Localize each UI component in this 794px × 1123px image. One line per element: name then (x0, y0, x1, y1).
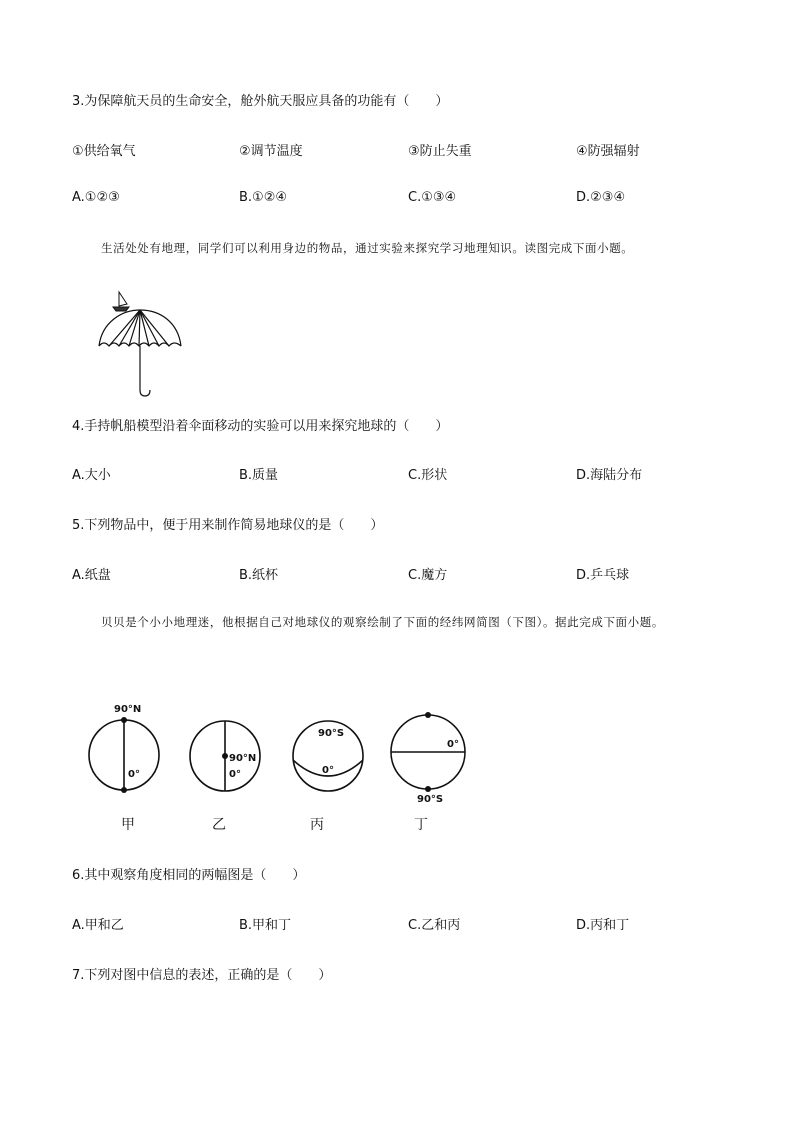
q3-choice-a[interactable]: A.①②③ (72, 190, 120, 205)
q5-stem: 5.下列物品中，便于用来制作简易地球仪的是（ ） (72, 518, 384, 533)
q5-choice-c[interactable]: C.魔方 (408, 568, 448, 583)
passage-globe: 贝贝是个小小地理迷，他根据自己对地球仪的观察绘制了下面的经纬网简图（下图）。据此完成下面小题。 (101, 615, 664, 629)
globe-label-ding: 丁 (414, 817, 428, 833)
globe-ding (388, 705, 478, 805)
q3-item-2: ②调节温度 (239, 144, 303, 159)
q3-item-3: ③防止失重 (408, 144, 472, 159)
globe-bing (290, 710, 370, 800)
globe-yi-zero-label: 0° (229, 769, 241, 780)
q7-stem: 7.下列对图中信息的表述，正确的是（ ） (72, 968, 332, 983)
q6-choice-d[interactable]: D.丙和丁 (576, 918, 630, 933)
globe-jia-zero-label: 0° (128, 769, 140, 780)
q6-choice-b[interactable]: B.甲和丁 (239, 918, 292, 933)
globe-label-yi: 乙 (212, 817, 226, 833)
q3-item-1: ①供给氧气 (72, 144, 136, 159)
q3-choice-d[interactable]: D.②③④ (576, 190, 626, 205)
q6-choice-c[interactable]: C.乙和丙 (408, 918, 461, 933)
q6-choice-a[interactable]: A.甲和乙 (72, 918, 124, 933)
q4-choice-c[interactable]: C.形状 (408, 468, 448, 483)
globe-yi (188, 700, 268, 800)
globe-jia-top-label: 90°N (114, 704, 142, 715)
q5-choice-d[interactable]: D.乒乓球 (576, 568, 630, 583)
globe-ding-bottom-label: 90°S (417, 794, 444, 805)
globe-jia (88, 700, 168, 800)
q6-stem: 6.其中观察角度相同的两幅图是（ ） (72, 868, 306, 883)
globe-label-jia: 甲 (121, 817, 135, 833)
q4-choice-d[interactable]: D.海陆分布 (576, 468, 643, 483)
umbrella-sailboat-figure (72, 288, 202, 403)
q4-choice-a[interactable]: A.大小 (72, 468, 111, 483)
q4-choice-b[interactable]: B.质量 (239, 468, 279, 483)
globe-yi-center-label: 90°N (229, 753, 257, 764)
q3-choice-b[interactable]: B.①②④ (239, 190, 288, 205)
q5-choice-a[interactable]: A.纸盘 (72, 568, 111, 583)
passage-experiment: 生活处处有地理，同学们可以利用身边的物品，通过实验来探究学习地理知识。读图完成下面小题。 (101, 241, 634, 255)
q4-stem: 4.手持帆船模型沿着伞面移动的实验可以用来探究地球的（ ） (72, 419, 449, 434)
globe-bing-zero-label: 0° (322, 765, 334, 776)
globe-label-bing: 丙 (310, 817, 324, 833)
globe-ding-zero-label: 0° (447, 739, 459, 750)
q5-choice-b[interactable]: B.纸杯 (239, 568, 279, 583)
q3-item-4: ④防强辐射 (576, 144, 640, 159)
q3-stem: 3.为保障航天员的生命安全，舱外航天服应具备的功能有（ ） (72, 94, 449, 109)
q3-choice-c[interactable]: C.①③④ (408, 190, 457, 205)
globe-bing-top-label: 90°S (318, 728, 345, 739)
